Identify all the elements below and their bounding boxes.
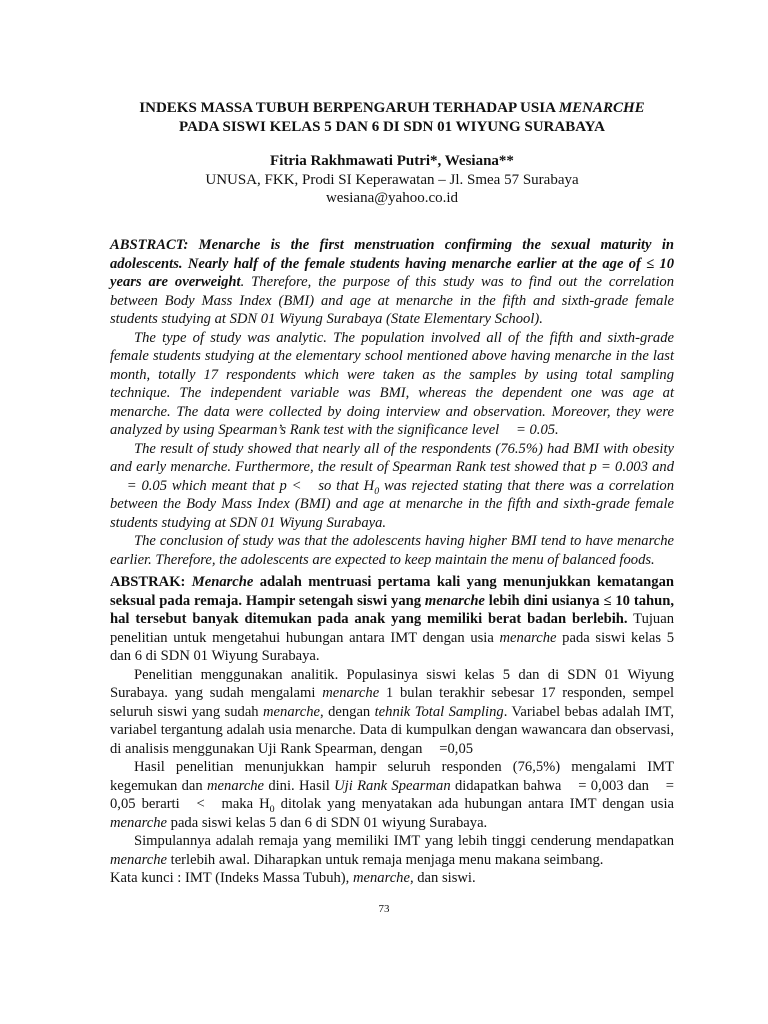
abstract-en-paragraph-1: ABSTRACT: Menarche is the first menstruation confirming the sexual maturity in adolescents. Nearly half of the female students having menarche earlier at the age of ≤ 10 years are overweight. Therefore, the purpose of this study was to find out the correlation between Body Mass Index (BMI) and age at menarche in the fifth and sixth-grade female students studying at SDN 01 Wiyung Surabaya (State Elementary School). [110, 237, 674, 327]
title-line-1: INDEKS MASSA TUBUH BERPENGARUH TERHADAP USIA MENARCHE [139, 100, 645, 116]
abstract-en-paragraph-3: The result of study showed that nearly all of the respondents (76.5%) had BMI with obesity and early menarche. Furthermore, the result of Spearman Rank test showed that p = 0.003 and= 0.05 which meant that p < so that $H_0$ was rejected stating that there was a correlation between the Body Mass Index (BMI) and age at menarche in the fifth and sixth-grade female students studying at SDN 01 Wiyung Surabaya. [110, 440, 675, 531]
abstract-indonesian [110, 573, 674, 888]
abstract-id-paragraph-1: ABSTRAK: Menarche adalah mentruasi pertama kali yang menunjukkan kematangan seksual pada remaja. Hampir setengah siswi yang menarche lebih dini usianya ≤ 10 tahun, hal tersebut banyak ditemukan pada anak yang memiliki berat badan berlebih. Tujuan penelitian untuk mengetahui hubungan antara IMT dengan usia menarche pada siswi kelas 5 dan 6 di SDN 01 Wiyung Surabaya. [110, 574, 675, 664]
keywords: Kata kunci : IMT (Indeks Massa Tubuh), menarche, dan siswi. [110, 870, 476, 886]
author-email: wesiana@yahoo.co.id [325, 190, 459, 206]
abstract-english [110, 236, 674, 569]
abstract-id-paragraph-4: Simpulannya adalah remaja yang memiliki IMT yang lebih tinggi cenderung mendapatkan menarche terlebih awal. Diharapkan untuk remaja menjaga menu makana seimbang. [110, 833, 674, 868]
title-line-2: PADA SISWI KELAS 5 DAN 6 DI SDN 01 WIYUNG SURABAYA [179, 119, 605, 135]
paper-title [110, 99, 674, 137]
abstract-id-paragraph-2: Penelitian menggunakan analitik. Populasinya siswi kelas 5 dan di SDN 01 Wiyung Surabaya. yang sudah mengalami menarche 1 bulan terakhir sebesar 17 responden, sempel seluruh siswi yang sudah menarche, dengan tehnik Total Sampling. Variabel bebas adalah IMT, variabel tergantung adalah usia menarche. Data di kumpulkan dengan wawancara dan observasi, di analisis menggunakan Uji Rank Spearman, dengan =0,05 [110, 666, 674, 757]
abstract-en-paragraph-2: The type of study was analytic. The population involved all of the fifth and sixth-grade female students studying at the elementary school mentioned above having menarche in the last month, totally 17 respondents which were taken as the samples by using total sampling technique. The independent variable was BMI, whereas the dependent one was age at menarche. The data were collected by doing interview and observation. Moreover, they were analyzed by using Spearman’s Rank test with the significance level = 0.05. [110, 329, 674, 438]
page-number: 73 [378, 903, 390, 915]
abstract-en-paragraph-4: The conclusion of study was that the adolescents having higher BMI tend to have menarche earlier. Therefore, the adolescents are expected to keep maintain the menu of balanced foods. [110, 533, 674, 568]
author-names: Fitria Rakhmawati Putri*, Wesiana** [270, 153, 514, 169]
abstract-id-paragraph-3: Hasil penelitian menunjukkan hampir seluruh responden (76,5%) mengalami IMT kegemukan dan menarche dini. Hasil Uji Rank Spearman didapatkan bahwa = 0,003 dan = 0,05 berarti < maka $H_0$ ditolak yang menyatakan ada hubungan antara IMT dengan usia menarche pada siswi kelas 5 dan 6 di SDN 01 wiyung Surabaya. [110, 759, 674, 831]
author-affiliation: UNUSA, FKK, Prodi SI Keperawatan – Jl. Smea 57 Surabaya [205, 172, 579, 188]
